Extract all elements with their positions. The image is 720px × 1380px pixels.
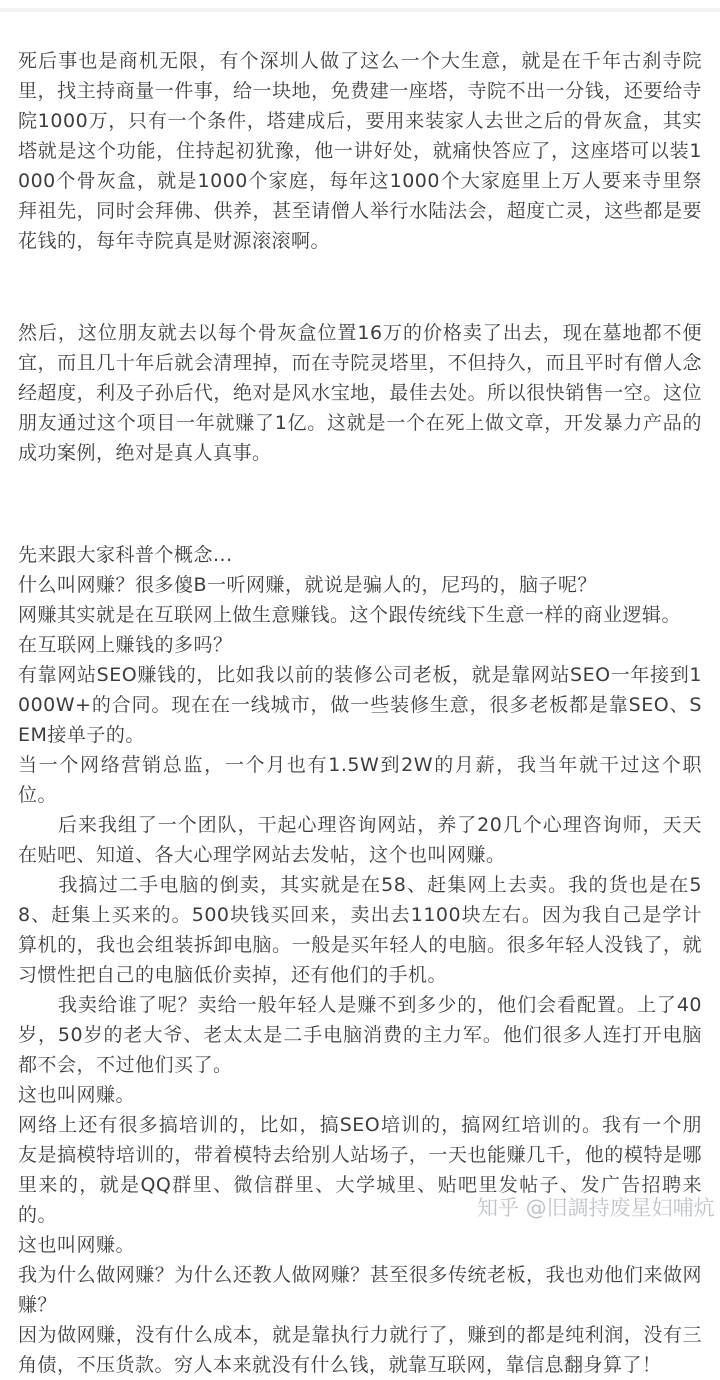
paragraph-seo-example: 有靠网站SEO赚钱的，比如我以前的装修公司老板，就是靠网站SEO一年接到1000W+的合同。现在在一线城市，做一些装修生意，很多老板都是靠SEO、SEM接单子的。 [18, 664, 702, 746]
paragraph-no-cost: 因为做网赚，没有什么成本，就是靠执行力就行了，赚到的都是纯利润，没有三角债，不压货款。穷人本来就没有什么钱，就靠互联网，靠信息翻身算了！ [18, 1324, 702, 1376]
paragraph-why-wangzhuan: 我为什么做网赚？为什么还教人做网赚？甚至很多传统老板，我也劝他们来做网赚？ [18, 1264, 702, 1316]
paragraph-what-is-wangzhuan: 什么叫网赚？很多傻B一听网赚，就说是骗人的，尼玛的，脑子呢？ [18, 574, 598, 596]
zhihu-watermark: 知乎 @旧調持废星妇哺炕 [477, 1196, 715, 1220]
paragraph-secondhand-computers: 我搞过二手电脑的倒卖，其实就是在58、赶集网上去卖。我的货也是在58、赶集上买来的。500块钱买回来，卖出去1100块左右。因为我自己是学计算机的，我也会组装拆卸电脑。一般是买年轻人的电脑。很多年轻人没钱了，就习惯性把自己的电脑低价卖掉，还有他们的手机。 [18, 874, 702, 986]
paragraph-marketing-director: 当一个网络营销总监，一个月也有1.5W到2W的月薪，我当年就干过这个职位。 [18, 754, 702, 806]
paragraph-tomb-story-1: 死后事也是商机无限，有个深圳人做了这么一个大生意，就是在千年古刹寺院里，找主持商量一件事，给一块地，免费建一座塔，寺院不出一分钱，还要给寺院1000万，只有一个条件，塔建成后，要用来装家人去世之后的骨灰盒，其实塔就是这个功能，住持起初犹豫，他一讲好处，就痛快答应了，这座塔可以装1000个骨灰盒，就是1000个家庭，每年这1000个大家庭里上万人要来寺里祭拜祖先，同时会拜佛、供养，甚至请僧人举行水陆法会，超度亡灵，这些都是要花钱的，每年寺院真是财源滚滚啊。 [18, 50, 702, 252]
paragraph-this-is-wangzhuan-2: 这也叫网赚。 [18, 1234, 136, 1256]
paragraph-concept-intro: 先来跟大家科普个概念... [18, 544, 233, 566]
paragraph-this-is-wangzhuan-1: 这也叫网赚。 [18, 1084, 136, 1106]
paragraph-training-business: 网络上还有很多搞培训的，比如，搞SEO培训的，搞网红培训的。我有一个朋友是搞模特培训的，带着模特去给别人站场子，一天也能赚几千，他的模特是哪里来的，就是QQ群里、微信群里、大学城里、贴吧里发帖子、发广告招聘来的。 [18, 1114, 702, 1226]
paragraph-who-buys: 我卖给谁了呢？卖给一般年轻人是赚不到多少的，他们会看配置。上了40岁，50岁的老大爷、老太太是二手电脑消费的主力军。他们很多人连打开电脑都不会，不过他们买了。 [18, 994, 702, 1076]
paragraph-tomb-story-2: 然后，这位朋友就去以每个骨灰盒位置16万的价格卖了出去，现在墓地都不便宜，而且几十年后就会清理掉，而在寺院灵塔里，不但持久，而且平时有僧人念经超度，利及子孙后代，绝对是风水宝地，最佳去处。所以很快销售一空。这位朋友通过这个项目一年就赚了1亿。这就是一个在死上做文章，开发暴力产品的成功案例，绝对是真人真事。 [18, 322, 702, 464]
paragraph-wangzhuan-definition: 网赚其实就是在互联网上做生意赚钱。这个跟传统线下生意一样的商业逻辑。 [18, 604, 682, 626]
paragraph-psychology-site: 后来我组了一个团队，干起心理咨询网站，养了20几个心理咨询师，天天在贴吧、知道、各大心理学网站去发帖，这个也叫网赚。 [18, 814, 702, 866]
paragraph-question-many-earners: 在互联网上赚钱的多吗？ [18, 634, 233, 656]
